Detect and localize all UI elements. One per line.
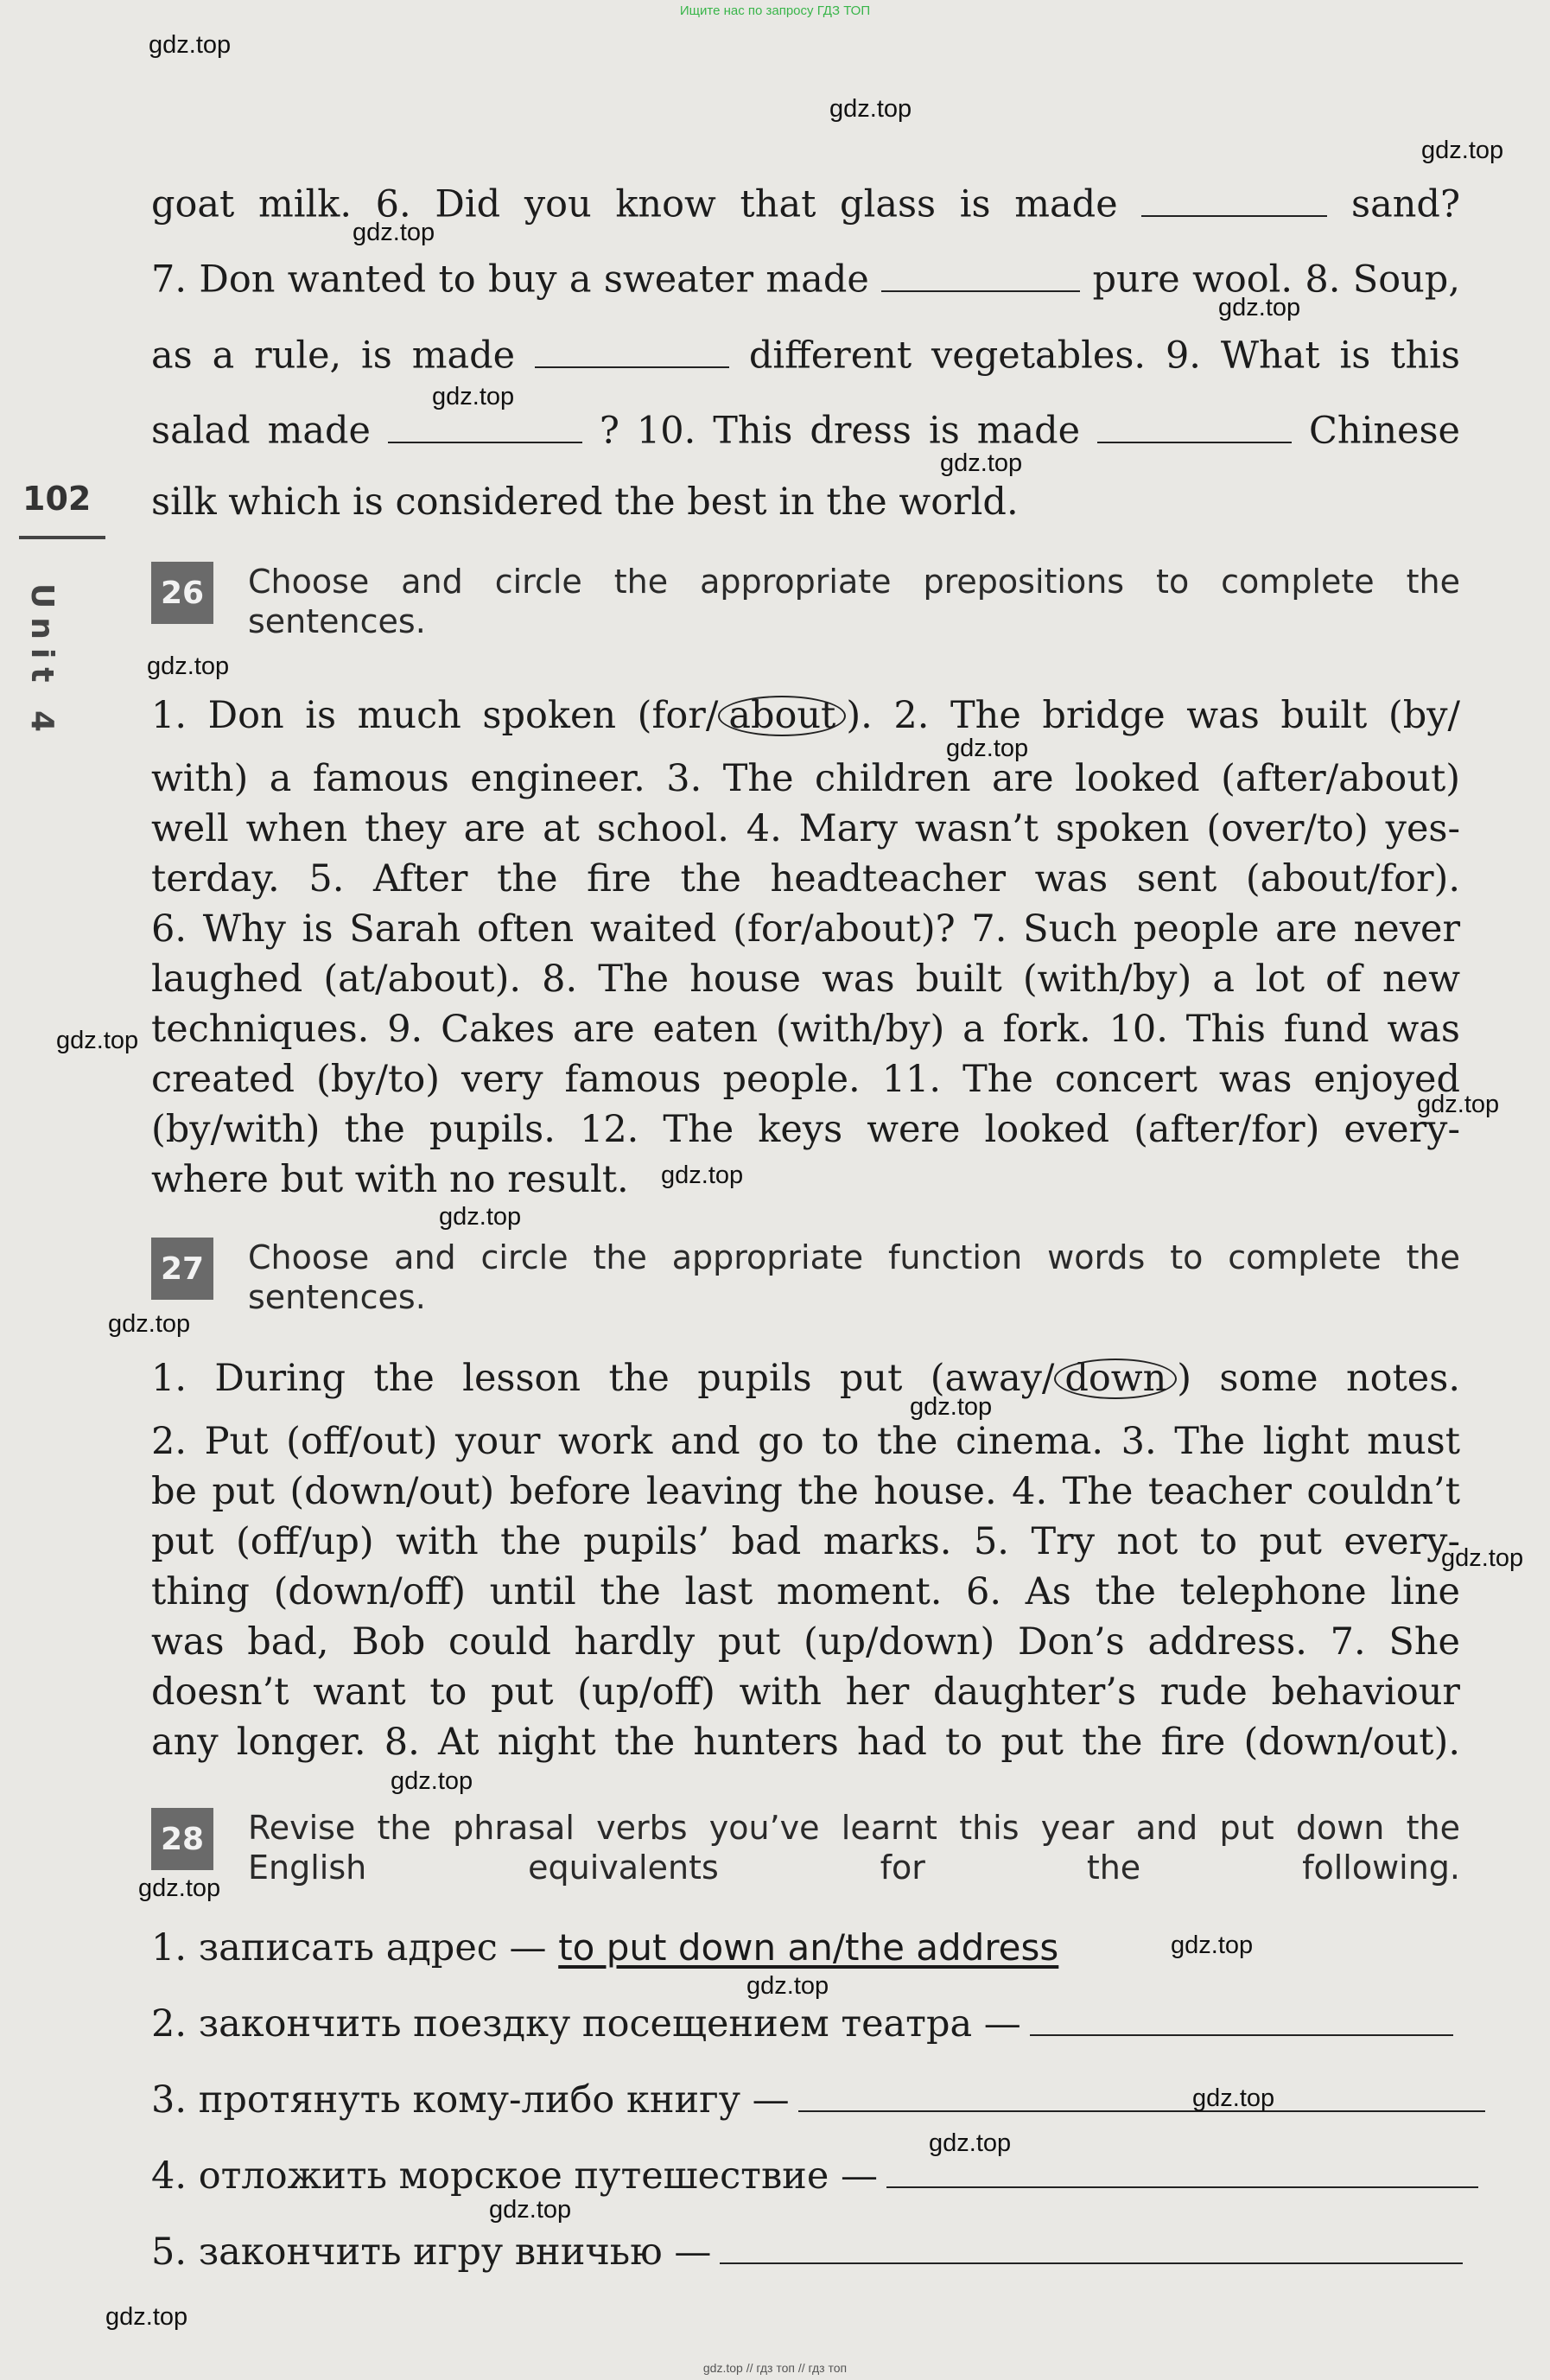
ex26-line-5: 6. Why is Sarah often waited (for/about)? 7. Such people are never xyxy=(151,907,1460,951)
prev-line-2: 7. Don wanted to buy a sweater made pure wool. 8. Soup, xyxy=(151,258,1460,302)
ex26-line-1: 1. Don is much spoken (for/ about ). 2. The bridge was built (by/ xyxy=(151,694,1460,737)
ex26-line-7: techniques. 9. Cakes are eaten (with/by) a fork. 10. This fund was xyxy=(151,1008,1460,1051)
exercise-instruction: Choose and circle the appropriate function words to complete the sentences. xyxy=(248,1238,1460,1316)
watermark: gdz.top xyxy=(391,1767,473,1795)
watermark: gdz.top xyxy=(489,2196,572,2224)
watermark: gdz.top xyxy=(353,219,435,246)
exercise-number-badge: 28 xyxy=(151,1808,213,1870)
ex28-item-1: 1. записать адрес — to put down an/the address xyxy=(151,1926,1059,1970)
prev-line-1: goat milk. 6. Did you know that glass is made sand? xyxy=(151,182,1461,226)
handwritten-answer[interactable]: to put down an/the address xyxy=(558,1926,1059,1969)
ex28-item-5: 5. закончить игру вничью — xyxy=(151,2234,1460,2271)
watermark: gdz.top xyxy=(910,1393,993,1421)
ex26-line-10: where but with no result. xyxy=(151,1158,629,1201)
blank-field[interactable] xyxy=(388,408,582,443)
ex26-line-4: terday. 5. After the fire the headteacher was sent (about/for). xyxy=(151,857,1460,900)
page-number: 102 xyxy=(22,480,92,518)
prev-line-5: silk which is considered the best in the world. xyxy=(151,480,1019,524)
page-number-rule xyxy=(19,536,105,539)
ex27-line-6: was bad, Bob could hardly put (up/down) Don’s address. 7. She xyxy=(151,1620,1460,1664)
exercise-number-badge: 27 xyxy=(151,1238,213,1300)
watermark: gdz.top xyxy=(105,2303,188,2331)
ex27-line-1: 1. During the lesson the pupils put (away/ down ) some notes. xyxy=(151,1357,1460,1400)
ex26-line-6: laughed (at/about). 8. The house was built (with/by) a lot of new xyxy=(151,958,1460,1001)
ex26-line-9: (by/with) the pupils. 12. The keys were looked (after/for) every- xyxy=(151,1108,1460,1151)
answer-line[interactable] xyxy=(720,2262,1463,2264)
watermark: gdz.top xyxy=(661,1161,744,1189)
unit-label: Unit 4 xyxy=(24,583,60,741)
watermark: gdz.top xyxy=(56,1027,139,1054)
blank-field[interactable] xyxy=(535,333,729,368)
watermark: gdz.top xyxy=(746,1972,829,2000)
watermark: gdz.top xyxy=(946,735,1029,762)
watermark: gdz.top xyxy=(1192,2084,1275,2112)
answer-line[interactable] xyxy=(1030,2033,1453,2036)
header-note: Ищите нас по запросу ГДЗ ТОП xyxy=(679,3,871,18)
watermark: gdz.top xyxy=(1421,137,1504,164)
ex26-line-8: created (by/to) very famous people. 11. The concert was enjoyed xyxy=(151,1058,1460,1101)
watermark: gdz.top xyxy=(1218,294,1301,321)
ex28-item-2: 2. закончить поездку посещением театра — xyxy=(151,2006,1460,2043)
ex27-line-7: doesn’t want to put (up/off) with her daughter’s rude behaviour xyxy=(151,1670,1460,1714)
prev-line-4: salad made ? 10. This dress is made Chinese xyxy=(151,409,1461,453)
circled-answer: about xyxy=(718,696,846,736)
ex27-line-3: be put (down/out) before leaving the house. 4. The teacher couldn’t xyxy=(151,1470,1460,1513)
ex26-line-3: well when they are at school. 4. Mary wasn’t spoken (over/to) yes- xyxy=(151,807,1460,850)
answer-line[interactable] xyxy=(886,2186,1478,2188)
ex27-line-2: 2. Put (off/out) your work and go to the cinema. 3. The light must xyxy=(151,1420,1460,1463)
watermark: gdz.top xyxy=(829,95,912,123)
ex27-line-8: any longer. 8. At night the hunters had to put the fire (down/out). xyxy=(151,1721,1460,1764)
circled-answer: down xyxy=(1054,1359,1177,1399)
blank-field[interactable] xyxy=(1141,181,1327,217)
watermark: gdz.top xyxy=(138,1874,221,1902)
watermark: gdz.top xyxy=(1417,1091,1500,1118)
watermark: gdz.top xyxy=(432,383,515,410)
answer-line[interactable] xyxy=(798,2110,1485,2112)
ex28-item-3: 3. протянуть кому-либо книгу — xyxy=(151,2082,1460,2119)
exercise-number-badge: 26 xyxy=(151,562,213,624)
watermark: gdz.top xyxy=(1171,1931,1254,1959)
ex28-item-4: 4. отложить морское путешествие — xyxy=(151,2158,1460,2195)
watermark: gdz.top xyxy=(149,31,232,59)
blank-field[interactable] xyxy=(1097,408,1292,443)
watermark: gdz.top xyxy=(940,449,1023,477)
ex27-line-5: thing (down/off) until the last moment. 6. As the telephone line xyxy=(151,1570,1460,1613)
ex27-line-4: put (off/up) with the pupils’ bad marks. 5. Try not to put every- xyxy=(151,1520,1460,1563)
watermark: gdz.top xyxy=(108,1310,191,1338)
watermark: gdz.top xyxy=(147,652,230,680)
exercise-instruction: Revise the phrasal verbs you’ve learnt this year and put down the English equivalents for the following. xyxy=(248,1809,1460,1887)
prev-line-3: as a rule, is made different vegetables. 9. What is this xyxy=(151,334,1460,378)
footer-note: gdz.top // гдз топ // гдз топ xyxy=(702,2361,848,2375)
ex26-line-2: with) a famous engineer. 3. The children are looked (after/about) xyxy=(151,757,1460,800)
watermark: gdz.top xyxy=(929,2129,1012,2157)
blank-field[interactable] xyxy=(881,257,1080,292)
watermark: gdz.top xyxy=(439,1203,522,1231)
exercise-instruction: Choose and circle the appropriate prepositions to complete the sentences. xyxy=(248,563,1460,640)
watermark: gdz.top xyxy=(1441,1544,1524,1572)
